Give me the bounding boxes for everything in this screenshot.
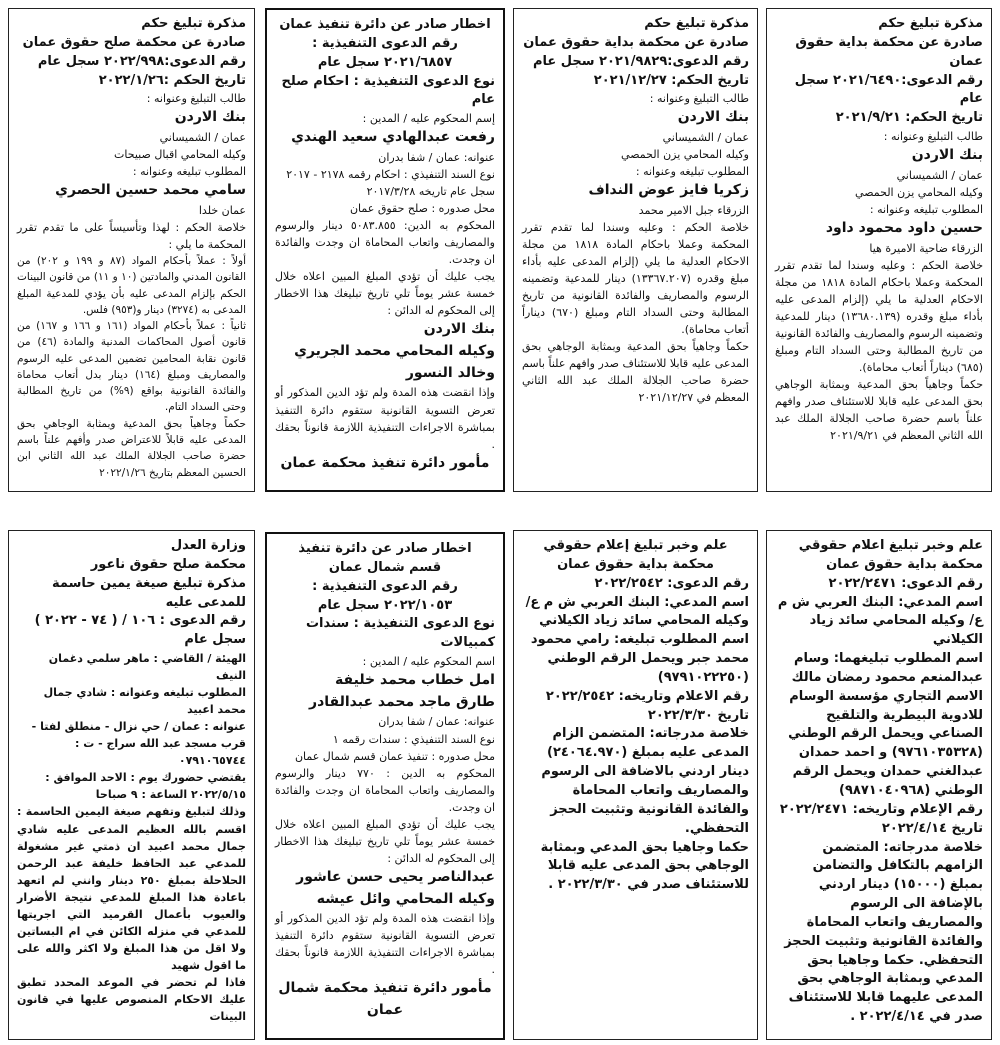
notice-line: نوع الدعوى التنفيذية : احكام صلح عام	[281, 73, 495, 108]
notice-line: محكمة صلح حقوق ناعور	[90, 556, 246, 572]
notice-line: اسم المطلوب تبليغه: رامي محمود محمد جبر ويحمل الرقم الوطني (٩٧٩١٠٢٢٢٥٠)	[530, 632, 749, 685]
notice-line: الزرقاء جبل الامير محمد	[638, 203, 749, 217]
notice-line: وكيله المحامي اقبال صبيحات	[114, 148, 246, 162]
notice-line: الزرقاء ضاحية الاميرة هيا	[869, 241, 983, 255]
notice-rights-ruling-2542	[513, 530, 758, 1040]
notice-judgment-6490	[766, 8, 992, 492]
notice-line: صادرة عن محكمة بداية حقوق عمان	[795, 34, 983, 69]
notice-line: وكيله المحامي يزن الحمصي	[621, 148, 749, 162]
notice-line: وكيله المحامي يزن الحمصي	[855, 185, 983, 199]
notice-line: يجب عليك أن تؤدي المبلغ المبين اعلاه خلال خمسة عشر يوماً تلي تاريخ تبليغك هذا الاخطار إلى المحكوم له الدائن :	[275, 817, 495, 865]
notice-line: نوع السند التنفيذي : سندات رقمه ١	[332, 732, 495, 746]
notice-line: طالب التبليغ وعنوانه :	[883, 130, 983, 144]
notice-line: طالب التبليغ وعنوانه :	[146, 92, 246, 106]
notice-line: رقم الدعوى:٢٠٢١/٦٤٩٠ سجل عام	[794, 72, 983, 107]
notice-line: المحكوم به الدين: ٥٠٨٣.٨٥٥ دينار والرسوم والمصاريف واتعاب المحاماة ان وجدت والفائدة ان وجدت.	[275, 219, 496, 267]
notice-line: رفعت عبدالهادي سعيد الهندي	[291, 129, 495, 146]
notice-rights-ruling-2471	[766, 530, 992, 1040]
notice-line: اخطار صادر عن دائرة تنفيذ	[298, 541, 472, 556]
notice-line: بنك الاردن	[911, 147, 983, 164]
notice-line: اسم المطلوب تبليغهما: وسام عبدالمنعم محمود رمضان مالك الاسم التجاري مؤسسة الوسام للادوية البيطرية والتلقيح الصناعي ويحمل الرقم الوطني (٩٧٦١٠٣٥٣٢٨) و احمد حمدان عبدالغني حمدان ويحمل الرقم الوطني (٩٨٧١٠٤٠٩٦٨)	[788, 651, 983, 798]
notice-line: حسين داود محمود داود	[825, 219, 983, 236]
notice-line: فاذا لم تحضر في الموعد المحدد تطبق عليك الاحكام المنصوص عليها في قانون البينات	[17, 975, 246, 1024]
notice-line: سامي محمد حسين الحصري	[55, 182, 246, 199]
notice-line: حكماً وجاهياً بحق المدعية وبمثابة الوجاهي بحق المدعى عليه قابلا للاستئناف صدر وافهم علناً باسم حضرة صاحب الجلالة الملك عبد الله الثاني المعظم في ٢٠٢١/١٢/٢٧	[522, 340, 749, 405]
notice-line: المطلوب تبليغه وعنوانه :	[132, 165, 246, 179]
notice-line: تاريخ الحكم: ٢٠٢١/٩/٢١	[835, 110, 983, 126]
notice-line: زكريا فايز عوض النداف	[588, 182, 749, 199]
notice-line: وإذا انقضت هذه المدة ولم تؤد الدين المذكور أو تعرض التسوية القانونية ستقوم دائرة التنفيذ بمباشرة الاجراءات التنفيذية اللازمة قانوناً بحقك .	[275, 912, 495, 977]
notice-judgment-9829	[513, 8, 758, 492]
notice-line: رقم الدعوى التنفيذية :	[312, 35, 458, 51]
notice-line: وكيله المحامي محمد الجريري وخالد النسور	[294, 343, 495, 381]
notice-line: صادرة عن محكمة صلح حقوق عمان	[22, 34, 246, 50]
notice-line: وكيله المحامي وائل عيشه	[316, 890, 495, 907]
notice-line: خلاصة الحكم : وعليه وسندا لما تقدم تقرر المحكمة وعملا باحكام المادة ١٨١٨ من مجلة الاحكام العدلية ما يلي (إلزام المدعى عليه بأداء مبلغ وقدره (١٣٣٦٧.٢٠٧) دينار للمدعية وتضمينه الرسوم والمصاريف والفائدة القانونية من تاريخ المطالبة وحتى السداد التام ومبلغ (٦٧٠) ديناراً أتعاب محاماة).	[522, 220, 749, 337]
notice-line: عمان / الشميساني	[662, 131, 749, 145]
notice-line: تاريخ الحكم :٢٠٢٢/١/٢٦	[98, 72, 246, 88]
notice-line: وذلك لتبليغ وتفهم صيغة اليمين الحاسمة : اقسم بالله العظيم المدعى عليه شادي جمال محمد اعبيد ان ذمتي غير مشغولة للمدعي عبد الحافظ خليفة عبد الرحمن الحلاحلة بمبلغ ٢٥٠ دينار وانني لم اتعهد باعادة هذا المبلغ للمدعي نتيجة الأضرار والعيوب بأعمال القرميد التي اجريتها للمدعي في منزله الكائن في ام البساتين ولا اقل من هذا المبلغ ولا اكثر والله على ما اقول شهيد	[17, 805, 247, 972]
notice-judgment-998	[8, 8, 255, 492]
notice-line: وزارة العدل	[170, 538, 246, 553]
notice-line: عنوانه : عمان / حي نزال - منطلق لفتا - قرب مسجد عبد الله سراج - ت : ٠٧٩١٠٦٥٧٤٤	[31, 720, 246, 768]
notice-line: يجب عليك أن تؤدي المبلغ المبين اعلاه خلال خمسة عشر يوماً تلي تاريخ تبليغك هذا الاخطار إلى المحكوم له الدائن :	[275, 270, 495, 318]
notice-line: اسم المدعي: البنك العربي ش م ع/ وكيله المحامي سائد زياد الكيلاني	[777, 594, 983, 648]
notice-line: رقم الدعوى: ٢٠٢٢/٢٤٧١	[828, 575, 983, 591]
notice-line: نوع الدعوى التنفيذية : سندات كمبيالات	[305, 616, 495, 651]
notice-line: إسم المحكوم عليه / المدين :	[362, 112, 495, 126]
notice-line: خلاصة الحكم : لهذا وتأسيساً على ما تقدم تقرر المحكمة ما يلي :	[17, 220, 246, 252]
notice-line: اسم المحكوم عليه / المدين :	[362, 655, 495, 669]
notice-line: محكمة بداية حقوق عمان	[557, 556, 714, 572]
notice-line: وإذا انقضت هذه المدة ولم تؤد الدين المذكور أو تعرض التسوية القانونية ستقوم دائرة التنفيذ بمباشرة الاجراءات التنفيذية اللازمة قانوناً بحقك .	[275, 386, 495, 451]
notice-line: عمان / الشميساني	[896, 168, 983, 182]
notice-line: طارق ماجد محمد عبدالقادر	[309, 693, 495, 710]
notice-line: امل خطاب محمد خليفة	[335, 672, 495, 689]
notice-line: حكماً وجاهياً بحق المدعية وبمثابة الوجاهي بحق المدعى عليه قابلا للاستئناف صدر وافهم علناً باسم حضرة صاحب الجلالة الملك عبد الله الثاني المعظم في ٢٠٢١/٩/٢١	[775, 378, 983, 443]
notice-oath-naour-106	[8, 530, 255, 1040]
notice-line: مأمور دائرة تنفيذ محكمة عمان	[280, 454, 490, 471]
notice-line: نوع السند التنفيذي : احكام رقمه ٢١٧٨ - ٢٠١٧ سجل عام تاريخه ٢٠١٧/٣/٢٨	[286, 168, 495, 199]
notice-line: بنك الاردن	[677, 109, 749, 126]
notice-line: تاريخ الحكم: ٢٠٢١/١٢/٢٧	[593, 72, 749, 88]
notice-execution-north-amman-1053	[265, 532, 505, 1040]
notice-line: اخطار صادر عن دائرة تنفيذ عمان	[279, 17, 491, 32]
notice-line: رقم الدعوى التنفيذية :	[312, 578, 458, 594]
notice-line: عنوانه: عمان / شفا بدران	[378, 715, 495, 729]
notice-line: خلاصة الحكم : وعليه وسندا لما تقدم تقرر المحكمة وعملا باحكام المادة ١٨١٨ من مجلة الاحكام العدلية ما يلي (إلزام المدعى عليه بأداء مبلغ وقدره (١٣٦٨٠.١٣٩) دينار للمدعية وتضمينه الرسوم والمصاريف والفائدة القانونية من تاريخ المطالبة وحتى السداد التام ومبلغ (٦٨٥) ديناراً أتعاب محاماة).	[775, 258, 984, 374]
notice-line: المحكوم به الدين : ٧٧٠ دينار والرسوم والمصاريف واتعاب المحاماة ان وجدت والفائدة ان وجدت.	[275, 766, 495, 814]
notice-line: رقم الدعوى: ٢٠٢٢/٢٥٤٢	[594, 575, 749, 591]
notice-line: مذكرة تبليغ صيغة يمين حاسمة للمدعى عليه	[52, 575, 246, 610]
notice-line: خلاصة مدرجاته: المتضمن الزامهم بالتكافل والتضامن بمبلغ (١٥٠٠٠) دينار اردني بالإضافة الى الرسوم والمصاريف واتعاب المحاماة والفائدة القانونية وتثبيت الحجز التحفظي. حكما وجاهيا بحق المدعي وبمثابة الوجاهي بحق المدعى عليهما قابلا للاستئناف صدر في ٢٠٢٢/٤/١٤ .	[784, 839, 983, 1025]
notice-line: رقم الإعلام وتاريخه: ٢٠٢٢/٢٤٧١ تاريخ ٢٠٢٢/٤/١٤	[779, 801, 983, 836]
notice-line: عمان / الشميساني	[159, 131, 246, 145]
notice-line: مذكرة تبليغ حكم	[878, 16, 983, 31]
notice-line: قسم شمال عمان	[328, 559, 442, 575]
notice-line: ٢٠٢٢/١٠٥٣ سجل عام	[317, 597, 453, 613]
notice-line: حكما وجاهيا بحق المدعي وبمثابة الوجاهي بحق المدعى عليه قابلا للاستئناف صدر في ٢٠٢٢/٣/٣٠ .	[540, 839, 749, 893]
notice-line: مذكرة تبليغ حكم	[644, 16, 749, 31]
notice-line: عمان خلدا	[198, 203, 246, 217]
notice-line: يقتضي حضورك يوم : الاحد الموافق : ٢٠٢٢/٥/١٥ الساعة : ٩ صباحا	[45, 771, 246, 802]
notice-line: رقم الاعلام وتاريخه: ٢٠٢٢/٢٥٤٢ تاريخ ٢٠٢٢/٣/٣٠	[545, 688, 749, 723]
notice-line: ثانياً : عملاً بأحكام المواد (١٦١ و ١٦٦ و ١٦٧) من قانون أصول المحاكمات المدنية والمادة (٤٦) من قانون نقابة المحامين تضمين المدعى عليه الرسوم والمصاريف ومبلغ (١٦٤) دينار بدل أتعاب محاماة والفائدة القانونية بواقع (٩%) من تاريخ المطالبة وحتى السداد التام.	[17, 320, 247, 414]
notice-line: عبدالناصر يحيى حسن عاشور	[296, 868, 495, 885]
notice-line: بنك الاردن	[423, 321, 495, 338]
notice-line: رقم الدعوى:٢٠٢٢/٩٩٨ سجل عام	[37, 53, 246, 69]
notice-line: علم وخبر تبليغ اعلام حقوقي	[798, 538, 983, 553]
notice-line: المطلوب تبليغه وعنوانه : شادي جمال محمد اعبيد	[43, 686, 246, 717]
notice-line: طالب التبليغ وعنوانه :	[649, 92, 749, 106]
notice-line: أولاً : عملاً بأحكام المواد (٨٧ و ١٩٩ و ٢٠٢) من القانون المدني والمادتين (١٠ و ١١) من قانون البينات الحكم بإلزام المدعى عليه بأن يؤدي للمدعية المبلغ المدعى به (٣٢٧٤) دينار و(٩٥٣) فلس.	[17, 255, 247, 316]
notice-line: رقم الدعوى : ١٠٦ / ( ٧٤ - ٢٠٢٢ ) سجل عام	[34, 613, 246, 648]
notice-line: الهيئة / القاضي : ماهر سلمي دغمان النيف	[48, 652, 246, 683]
notice-line: محكمة بداية حقوق عمان	[826, 556, 983, 572]
notice-line: المطلوب تبليغه وعنوانه :	[635, 165, 749, 179]
notice-line: ٢٠٢١/٦٨٥٧ سجل عام	[317, 54, 453, 70]
notice-line: حكماً وجاهياً بحق المدعية وبمثابة الوجاهي بحق المدعى عليه قابلاً للاعتراض صدر وأفهم علناً باسم حضرة صاحب الجلالة الملك عبد الله الثاني ابن الحسين المعظم بتاريخ ٢٠٢٢/١/٢٦	[17, 417, 246, 479]
notice-line: صادرة عن محكمة بداية حقوق عمان	[523, 34, 749, 50]
notice-line: مأمور دائرة تنفيذ محكمة شمال عمان	[278, 980, 492, 1019]
notice-line: المطلوب تبليغه وعنوانه :	[869, 202, 983, 216]
notice-line: محل صدوره : صلح حقوق عمان	[349, 202, 495, 216]
notice-line: علم وخبر تبليغ إعلام حقوقي	[543, 538, 728, 553]
notice-line: عنوانه: عمان / شفا بدران	[378, 150, 495, 164]
notice-line: خلاصة مدرجاته: المتضمن الزام المدعى عليه بمبلغ (٢٤٠٦٤.٩٧٠) دينار اردني بالاضافة الى الرسوم والمصاريف واتعاب المحاماة والفائدة القانونية وتثبيت الحجز التحفظي.	[541, 726, 749, 836]
notice-line: رقم الدعوى:٢٠٢١/٩٨٢٩ سجل عام	[532, 53, 749, 69]
notice-line: بنك الاردن	[174, 109, 246, 126]
notice-execution-amman-6857	[265, 8, 505, 492]
notice-line: محل صدوره : تنفيذ عمان قسم شمال عمان	[294, 749, 495, 763]
notice-line: مذكرة تبليغ حكم	[141, 16, 246, 31]
notice-line: اسم المدعي: البنك العربي ش م ع/ وكيله المحامي سائد زياد الكيلاني	[525, 594, 749, 629]
